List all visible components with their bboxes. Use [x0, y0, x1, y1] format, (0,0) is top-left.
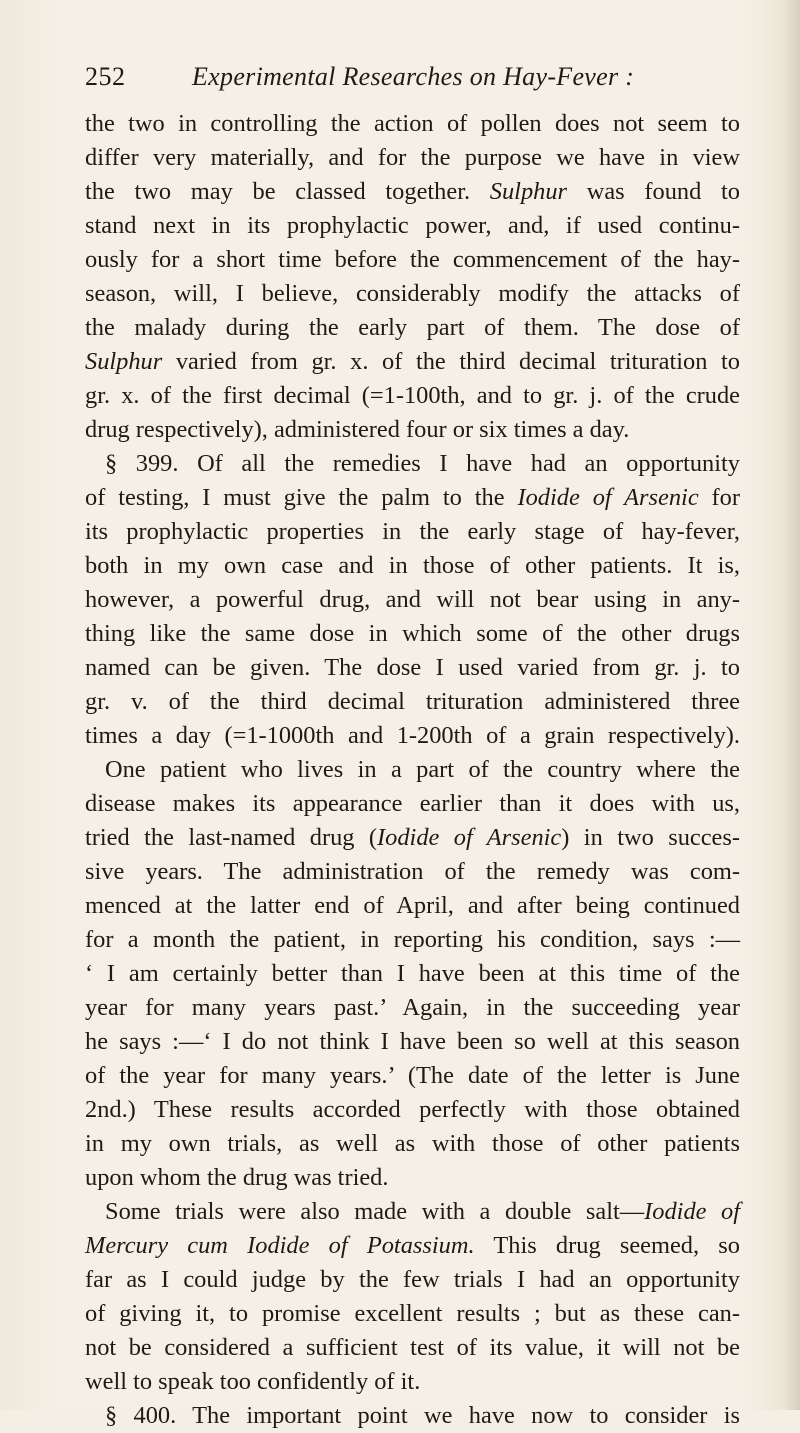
text-line — [85, 447, 740, 481]
text-line — [85, 651, 740, 685]
text-line — [85, 1127, 740, 1161]
text-line — [85, 1059, 740, 1093]
text-line — [85, 1161, 740, 1195]
text-span: upon whom the drug was tried. — [85, 1164, 389, 1191]
text-line — [85, 957, 740, 991]
text-line — [85, 583, 740, 617]
text-span: § 399. Of all the remedies I have had an opportunity — [105, 450, 740, 477]
text-line — [85, 481, 740, 515]
text-line — [85, 1229, 740, 1263]
text-line — [85, 617, 740, 651]
text-span: tried the last-named drug ( — [85, 824, 378, 851]
text-span: ) in two succes- — [561, 824, 740, 851]
text-span: in my own trials, as well as with those of other patients — [85, 1130, 740, 1157]
text-line — [85, 515, 740, 549]
text-span: One patient who lives in a part of the country where the — [105, 756, 740, 783]
italic-text-span: Mercury cum Iodide of Potassium. — [85, 1232, 475, 1259]
text-line — [85, 413, 740, 447]
text-span: ‘ I am certainly better than I have been at this time of the — [85, 960, 740, 987]
text-span: named can be given. The dose I used varied from gr. j. to — [85, 654, 740, 681]
text-span: This drug seemed, so — [474, 1232, 740, 1259]
text-line — [85, 991, 740, 1025]
italic-text-span: Sulphur — [489, 178, 568, 205]
text-span: drug respectively), administered four or six times a day. — [85, 416, 630, 443]
text-line — [85, 175, 740, 209]
text-line — [85, 685, 740, 719]
text-span: far as I could judge by the few trials I had an opportunity — [85, 1266, 740, 1293]
text-line — [85, 141, 740, 175]
text-line — [85, 1025, 740, 1059]
text-line — [85, 889, 740, 923]
text-line — [85, 107, 740, 141]
text-line — [85, 277, 740, 311]
text-span: stand next in its prophylactic power, and, if used continu- — [85, 212, 740, 239]
text-span: Some trials were also made with a double salt— — [105, 1198, 645, 1225]
text-line — [85, 1365, 740, 1399]
text-line — [85, 1297, 740, 1331]
italic-text-span: Iodide of — [644, 1198, 740, 1225]
text-line — [85, 923, 740, 957]
text-line — [85, 753, 740, 787]
text-span: the two may be classed together. — [85, 178, 490, 205]
page-edge-shadow — [782, 0, 800, 1410]
text-line — [85, 1399, 740, 1433]
text-span: for — [698, 484, 740, 511]
text-line — [85, 1195, 740, 1229]
text-line — [85, 1263, 740, 1297]
text-line — [85, 549, 740, 583]
text-span: times a day (=1-1000th and 1-200th of a grain respectively). — [85, 722, 740, 749]
text-span: the malady during the early part of them. The dose of — [85, 314, 740, 341]
text-span: gr. v. of the third decimal trituration administered three — [85, 688, 740, 715]
text-span: § 400. The important point we have now to consider is — [105, 1402, 740, 1429]
text-span: 2nd.) These results accorded perfectly with those obtained — [85, 1096, 740, 1123]
text-span: of giving it, to promise excellent results ; but as these can- — [85, 1300, 740, 1327]
text-span: thing like the same dose in which some of the other drugs — [85, 620, 740, 647]
text-line — [85, 243, 740, 277]
text-span: for a month the patient, in reporting his condition, says :— — [85, 926, 740, 953]
text-line — [85, 209, 740, 243]
text-line — [85, 821, 740, 855]
text-line — [85, 787, 740, 821]
text-span: menced at the latter end of April, and after being continued — [85, 892, 740, 919]
text-span: not be considered a sufficient test of its value, it will not be — [85, 1334, 740, 1361]
page-number: 252 — [85, 62, 126, 91]
text-span: differ very materially, and for the purpose we have in view — [85, 144, 740, 171]
text-span: ously for a short time before the commencement of the hay- — [85, 246, 740, 273]
text-line — [85, 719, 740, 753]
text-span: sive years. The administration of the remedy was com- — [85, 858, 740, 885]
text-span: the two in controlling the action of pollen does not seem to — [85, 110, 740, 137]
text-span: of the year for many years.’ (The date of the letter is June — [85, 1062, 740, 1089]
text-line — [85, 1331, 740, 1365]
text-span: gr. x. of the first decimal (=1-100th, and to gr. j. of the crude — [85, 382, 740, 409]
body-text — [85, 107, 740, 1433]
text-line — [85, 1093, 740, 1127]
text-span: well to speak too confidently of it. — [85, 1368, 421, 1395]
text-line — [85, 855, 740, 889]
italic-text-span: Iodide of Arsenic — [377, 824, 562, 851]
text-span: disease makes its appearance earlier than it does with us, — [85, 790, 740, 817]
text-span: year for many years past.’ Again, in the succeeding year — [85, 994, 740, 1021]
text-span: however, a powerful drug, and will not bear using in any- — [85, 586, 740, 613]
running-title: Experimental Researches on Hay-Fever : — [192, 62, 635, 91]
page-header — [85, 62, 725, 102]
text-span: season, will, I believe, considerably modify the attacks of — [85, 280, 740, 307]
text-span: was found to — [567, 178, 740, 205]
text-line — [85, 311, 740, 345]
text-span: varied from gr. x. of the third decimal trituration to — [162, 348, 740, 375]
text-line — [85, 379, 740, 413]
text-span: he says :—‘ I do not think I have been so well at this season — [85, 1028, 740, 1055]
text-span: of testing, I must give the palm to the — [85, 484, 518, 511]
text-span: its prophylactic properties in the early stage of hay-fever, — [85, 518, 740, 545]
text-span: both in my own case and in those of other patients. It is, — [85, 552, 740, 579]
text-line — [85, 345, 740, 379]
italic-text-span: Sulphur — [85, 348, 163, 375]
italic-text-span: Iodide of Arsenic — [517, 484, 699, 511]
